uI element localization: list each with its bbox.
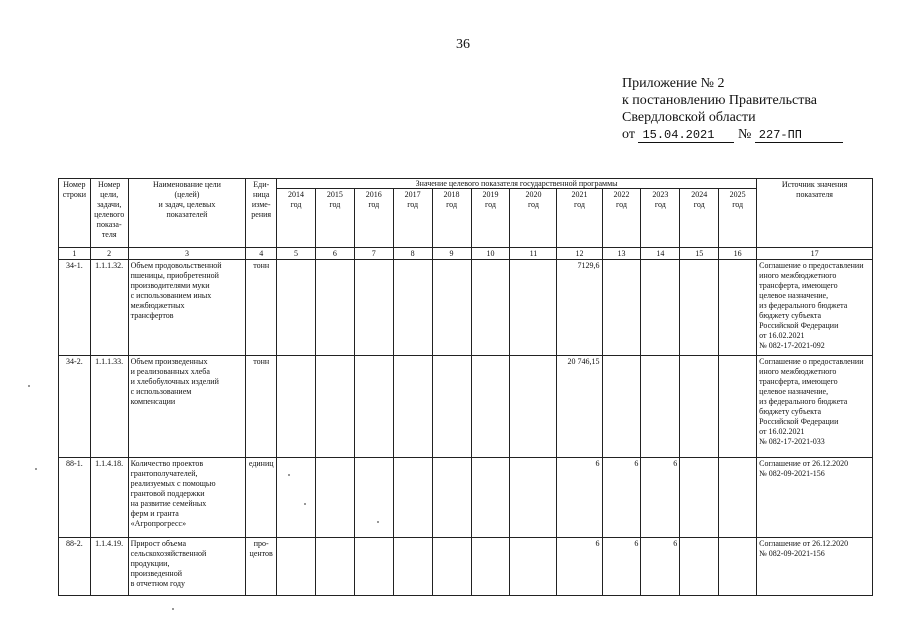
year-value-cell [719, 458, 757, 538]
unit-cell: тонн [246, 356, 277, 458]
appendix-date-line [622, 126, 843, 143]
year-value-cell [315, 458, 354, 538]
year-value-cell [719, 538, 757, 596]
year-value-cell: 6 [641, 458, 680, 538]
year-value-cell [432, 260, 471, 356]
row-number-cell: 88-2. [59, 538, 91, 596]
year-value-cell [510, 538, 557, 596]
column-number: 5 [277, 248, 316, 260]
scan-speck [377, 521, 379, 523]
column-number: 14 [641, 248, 680, 260]
header-values-group: Значение целевого показателя государственной программы [277, 179, 757, 189]
year-value-cell: 7129,6 [557, 260, 602, 356]
scan-speck [28, 385, 30, 387]
column-number-row [59, 248, 873, 260]
scan-speck [288, 474, 290, 476]
header-year: 2018 год [432, 189, 471, 248]
row-number-cell: 88-1. [59, 458, 91, 538]
year-value-cell [510, 458, 557, 538]
year-value-cell [510, 356, 557, 458]
header-year: 2024 год [680, 189, 719, 248]
scan-speck [304, 503, 306, 505]
year-value-cell [602, 356, 641, 458]
indicator-name-cell: Объем продовольственной пшеницы, приобретенной производителями муки с использованием иных межбюджетных трансфертов [128, 260, 246, 356]
column-number: 4 [246, 248, 277, 260]
header-year: 2020 год [510, 189, 557, 248]
header-year: 2019 год [471, 189, 510, 248]
scan-speck [35, 468, 37, 470]
year-value-cell [680, 538, 719, 596]
header-year: 2021 год [557, 189, 602, 248]
year-value-cell [393, 356, 432, 458]
column-number: 15 [680, 248, 719, 260]
column-number: 13 [602, 248, 641, 260]
resolution-date: 15.04.2021 [638, 128, 734, 143]
year-value-cell [680, 260, 719, 356]
year-value-cell [354, 458, 393, 538]
year-value-cell [277, 458, 316, 538]
unit-cell: про- центов [246, 538, 277, 596]
column-number: 16 [719, 248, 757, 260]
appendix-line-3: Свердловской области [622, 110, 756, 125]
year-value-cell: 6 [557, 538, 602, 596]
date-prefix: от [622, 127, 635, 142]
header-row-1 [59, 179, 873, 189]
year-value-cell [680, 356, 719, 458]
year-value-cell [315, 356, 354, 458]
year-value-cell: 6 [557, 458, 602, 538]
scan-speck [172, 608, 174, 610]
year-value-cell [641, 260, 680, 356]
appendix-line-2: к постановлению Правительства [622, 93, 818, 108]
column-number: 3 [128, 248, 246, 260]
year-value-cell: 20 746,15 [557, 356, 602, 458]
appendix-block [622, 75, 843, 143]
header-year: 2023 год [641, 189, 680, 248]
page-number: 36 [456, 37, 470, 52]
source-cell: Соглашение от 26.12.2020 № 082-09-2021-156 [757, 538, 873, 596]
indicator-name-cell: Объем произведенных и реализованных хлеба и хлебобулочных изделий с использованием компенсации [128, 356, 246, 458]
indicator-table [58, 178, 873, 596]
resolution-number: 227-ПП [755, 128, 843, 143]
year-value-cell [471, 538, 510, 596]
year-value-cell [277, 260, 316, 356]
year-value-cell: 6 [602, 538, 641, 596]
year-value-cell [471, 356, 510, 458]
year-value-cell [719, 260, 757, 356]
column-number: 6 [315, 248, 354, 260]
year-value-cell [354, 538, 393, 596]
unit-cell: тонн [246, 260, 277, 356]
year-value-cell [277, 538, 316, 596]
indicator-name-cell: Прирост объема сельскохозяйственной продукции, произведенной в отчетном году [128, 538, 246, 596]
year-value-cell [432, 356, 471, 458]
year-value-cell: 6 [641, 538, 680, 596]
year-value-cell [719, 356, 757, 458]
table-row [59, 538, 873, 596]
source-cell: Соглашение о предоставлении иного межбюджетного трансферта, имеющего целевое назначение, из федерального бюджета бюджету субъекта Российской Федерации от 16.02.2021 № 082-17-2021-033 [757, 356, 873, 458]
year-value-cell [354, 260, 393, 356]
source-cell: Соглашение о предоставлении иного межбюджетного трансферта, имеющего целевое назначение, из федерального бюджета бюджету субъекта Российской Федерации от 16.02.2021 № 082-17-2021-092 [757, 260, 873, 356]
year-value-cell [471, 458, 510, 538]
column-number: 17 [757, 248, 873, 260]
year-value-cell [393, 458, 432, 538]
column-number: 2 [90, 248, 128, 260]
appendix-title: Приложение № 2 [622, 76, 725, 91]
year-value-cell [602, 260, 641, 356]
column-number: 1 [59, 248, 91, 260]
year-value-cell [432, 538, 471, 596]
header-year: 2025 год [719, 189, 757, 248]
year-value-cell [354, 356, 393, 458]
row-number-cell: 34-1. [59, 260, 91, 356]
header-year: 2022 год [602, 189, 641, 248]
year-value-cell [432, 458, 471, 538]
year-value-cell [680, 458, 719, 538]
header-row-number: Номер строки [59, 179, 91, 248]
source-cell: Соглашение от 26.12.2020 № 082-09-2021-156 [757, 458, 873, 538]
header-year: 2014 год [277, 189, 316, 248]
header-indicator-name: Наименование цели (целей) и задач, целевых показателей [128, 179, 246, 248]
number-prefix: № [737, 127, 752, 142]
year-value-cell [641, 356, 680, 458]
year-value-cell [393, 538, 432, 596]
column-number: 12 [557, 248, 602, 260]
year-value-cell [510, 260, 557, 356]
header-source: Источник значения показателя [757, 179, 873, 248]
header-goal-number: Номер цели, задачи, целевого показа- теля [90, 179, 128, 248]
table-row [59, 356, 873, 458]
goal-code-cell: 1.1.1.32. [90, 260, 128, 356]
year-value-cell [471, 260, 510, 356]
column-number: 10 [471, 248, 510, 260]
table-row [59, 458, 873, 538]
year-value-cell [315, 538, 354, 596]
indicator-name-cell: Количество проектов грантополучателей, реализуемых с помощью грантовой поддержки на развитие семейных ферм и гранта «Агропрогресс» [128, 458, 246, 538]
goal-code-cell: 1.1.4.19. [90, 538, 128, 596]
column-number: 9 [432, 248, 471, 260]
year-value-cell: 6 [602, 458, 641, 538]
header-year: 2016 год [354, 189, 393, 248]
column-number: 11 [510, 248, 557, 260]
goal-code-cell: 1.1.4.18. [90, 458, 128, 538]
goal-code-cell: 1.1.1.33. [90, 356, 128, 458]
header-unit: Еди- ница изме- рения [246, 179, 277, 248]
header-year: 2015 год [315, 189, 354, 248]
unit-cell: единиц [246, 458, 277, 538]
year-value-cell [393, 260, 432, 356]
year-value-cell [315, 260, 354, 356]
header-year: 2017 год [393, 189, 432, 248]
column-number: 7 [354, 248, 393, 260]
column-number: 8 [393, 248, 432, 260]
year-value-cell [277, 356, 316, 458]
row-number-cell: 34-2. [59, 356, 91, 458]
table-row [59, 260, 873, 356]
